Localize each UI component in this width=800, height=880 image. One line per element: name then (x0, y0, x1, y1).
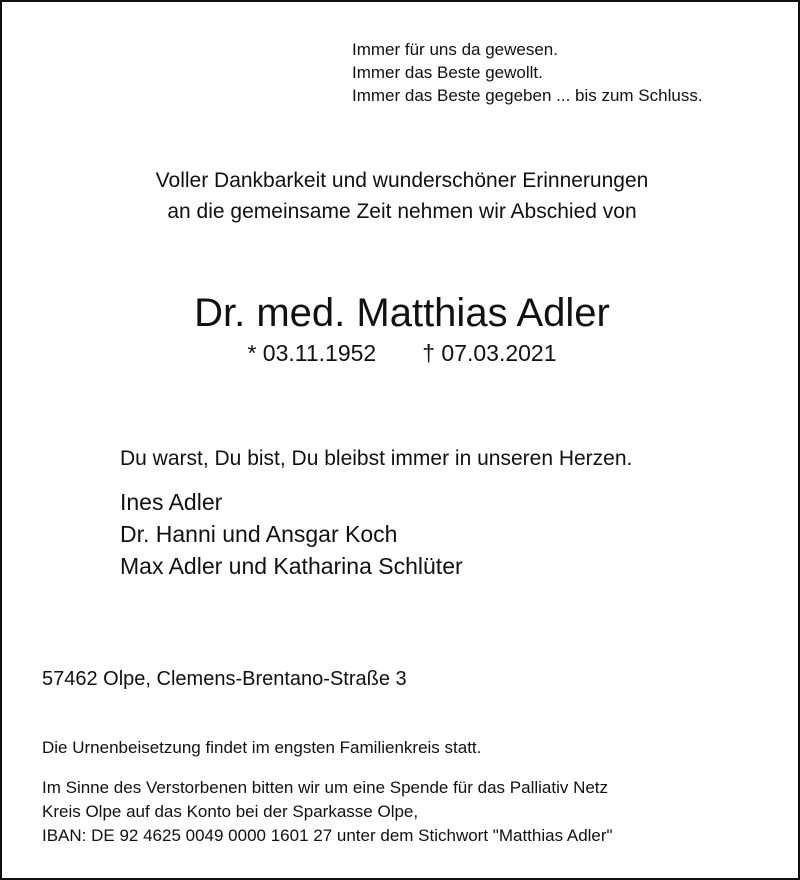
death-date: † 07.03.2021 (422, 340, 557, 366)
family-list (120, 486, 463, 582)
family-address: 57462 Olpe, Clemens-Brentano-Straße 3 (42, 668, 407, 690)
birth-date: * 03.11.1952 (247, 340, 377, 366)
motto-verse (352, 38, 703, 107)
family-member: Max Adler und Katharina Schlüter (120, 553, 463, 579)
burial-note: Die Urnenbeisetzung findet im engsten Familienkreis statt. (42, 738, 482, 757)
deceased-name: Dr. med. Matthias Adler (194, 291, 610, 335)
intro-line: Voller Dankbarkeit und wunderschöner Erinnerungen (155, 169, 649, 192)
donation-line: IBAN: DE 92 4625 0049 0000 1601 27 unter dem Stichwort "Matthias Adler" (42, 826, 613, 845)
life-dates (2, 338, 800, 368)
motto-line: Immer das Beste gewollt. (352, 63, 543, 82)
donation-note (42, 776, 613, 848)
donation-line: Kreis Olpe auf das Konto bei der Sparkasse Olpe, (42, 802, 419, 821)
donation-line: Im Sinne des Verstorbenen bitten wir um eine Spende für das Palliativ Netz (42, 778, 609, 797)
farewell-intro (2, 165, 800, 227)
motto-line: Immer das Beste gegeben ... bis zum Schluss. (352, 86, 703, 105)
memorial-quote: Du warst, Du bist, Du bleibst immer in unseren Herzen. (120, 447, 633, 470)
motto-line: Immer für uns da gewesen. (352, 40, 558, 59)
intro-line: an die gemeinsame Zeit nehmen wir Abschied von (167, 200, 637, 223)
family-member: Dr. Hanni und Ansgar Koch (120, 521, 398, 547)
family-member: Ines Adler (120, 489, 223, 515)
